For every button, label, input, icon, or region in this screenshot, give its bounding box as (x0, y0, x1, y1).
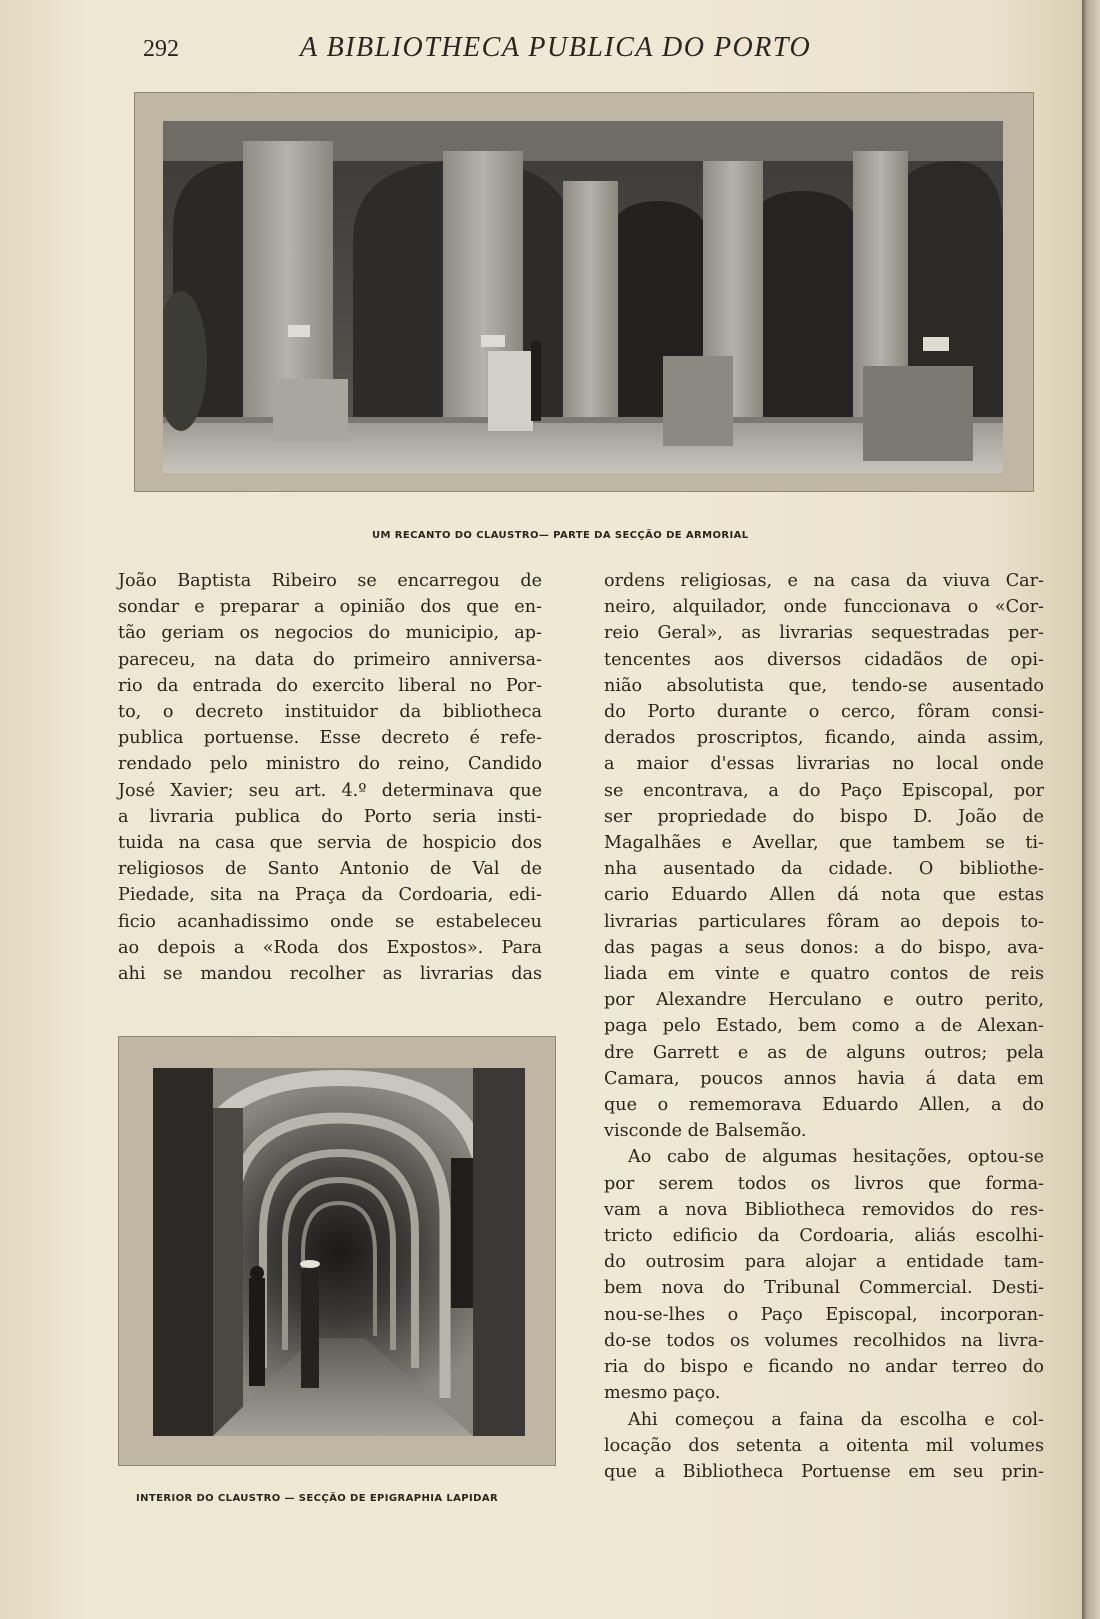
top-photo-cloister-armorial (163, 121, 1003, 473)
text-line: to, o decreto instituidor da bibliotheca (118, 702, 542, 723)
top-photo-caption: UM RECANTO DO CLAUSTRO— PARTE DA SECÇÃO DE ARMORIAL (372, 530, 749, 541)
text-line: paga pelo Estado, bem como a de Alexan- (604, 1016, 1044, 1037)
text-line: tricto edificio da Cordoaria, aliás escolhi- (604, 1226, 1044, 1247)
text-line: do-se todos os volumes recolhidos na livra- (604, 1330, 1044, 1351)
text-line: liada em vinte e quatro contos de reis (604, 964, 1044, 985)
text-line: visconde de Balsemão. (604, 1121, 807, 1142)
text-line: tão geriam os negocios do municipio, ap- (118, 623, 542, 644)
text-line: vam a nova Bibliotheca removidos do res- (604, 1199, 1044, 1220)
text-line: cario Eduardo Allen dá nota que estas (604, 885, 1044, 906)
page-number: 292 (143, 36, 179, 62)
text-line: por Alexandre Herculano e outro perito, (604, 990, 1044, 1011)
text-line: tencentes aos diversos cidadãos de opi- (604, 649, 1044, 670)
text-line: ser propriedade do bispo D. João de (604, 806, 1044, 827)
text-line: locação dos setenta a oitenta mil volumes (604, 1435, 1044, 1456)
text-line: religiosos de Santo Antonio de Val de (118, 859, 542, 880)
text-line: derados proscriptos, ficando, ainda assim, (604, 728, 1044, 749)
left-column-text (118, 568, 542, 987)
text-line: Ao cabo de algumas hesitações, optou-se (628, 1147, 1044, 1168)
bottom-photo-caption: INTERIOR DO CLAUSTRO — SECÇÃO DE EPIGRAPHIA LAPIDAR (136, 1493, 499, 1504)
text-line: por serem todos os livros que forma- (604, 1173, 1044, 1194)
text-line: tuida na casa que servia de hospicio dos (118, 833, 542, 854)
text-line: Piedade, sita na Praça da Cordoaria, edi- (118, 885, 542, 906)
text-line: bem nova do Tribunal Commercial. Desti- (604, 1278, 1044, 1299)
text-line: ahi se mandou recolher as livrarias das (118, 964, 542, 985)
text-line: do outrosim para alojar a entidade tam- (604, 1252, 1044, 1273)
text-line: nou-se-lhes o Paço Episcopal, incorporan- (604, 1304, 1044, 1325)
running-title: A BIBLIOTHECA PUBLICA DO PORTO (300, 32, 812, 63)
text-line: publica portuense. Esse decreto é refe- (118, 728, 542, 749)
text-line: José Xavier; seu art. 4.º determinava que (118, 780, 542, 801)
text-line: que a Bibliotheca Portuense em seu prin- (604, 1461, 1044, 1482)
cloister-arches-illustration (163, 121, 1003, 473)
text-line: Ahi começou a faina da escolha e col- (628, 1409, 1044, 1430)
text-line: nha ausentado da cidade. O bibliothe- (604, 859, 1044, 880)
text-line: rio da entrada do exercito liberal no Por- (118, 675, 542, 696)
text-line: das pagas a seus donos: a do bispo, ava- (604, 937, 1044, 958)
text-line: ria do bispo e ficando no andar terreo do (604, 1357, 1044, 1378)
text-line: a livraria publica do Porto seria insti- (118, 806, 542, 827)
text-line: Magalhães e Avellar, que tambem se ti- (604, 833, 1044, 854)
text-line: a maior d'essas livrarias no local onde (604, 754, 1044, 775)
text-line: mesmo paço. (604, 1383, 721, 1404)
text-line: reio Geral», as livrarias sequestradas per- (604, 623, 1044, 644)
text-line: se encontrava, a do Paço Episcopal, por (604, 780, 1044, 801)
text-line: rendado pelo ministro do reino, Candido (118, 754, 542, 775)
text-line: do Porto durante o cerco, fôram consi- (604, 702, 1044, 723)
page-edge-shadow (1082, 0, 1100, 1619)
text-line: Camara, poucos annos havia á data em (604, 1068, 1044, 1089)
text-line: neiro, alquilador, onde funccionava o «Cor- (604, 597, 1044, 618)
text-line: nião absolutista que, tendo-se ausentado (604, 675, 1044, 696)
text-line: sondar e preparar a opinião dos que en- (118, 597, 542, 618)
text-line: João Baptista Ribeiro se encarregou de (118, 571, 542, 591)
text-line: que o rememorava Eduardo Allen, a do (604, 1095, 1044, 1116)
text-line: livrarias particulares fôram ao depois to- (604, 911, 1044, 932)
cloister-corridor-illustration (153, 1068, 525, 1436)
text-line: dre Garrett e as de alguns outros; pela (604, 1042, 1044, 1063)
text-line: ficio acanhadissimo onde se estabeleceu (118, 911, 542, 932)
right-column-text (604, 568, 1044, 1485)
text-line: ordens religiosas, e na casa da viuva Car- (604, 571, 1044, 591)
text-line: ao depois a «Roda dos Expostos». Para (118, 937, 542, 958)
bottom-photo-cloister-interior (153, 1068, 525, 1436)
text-line: pareceu, na data do primeiro anniversa- (118, 649, 542, 670)
